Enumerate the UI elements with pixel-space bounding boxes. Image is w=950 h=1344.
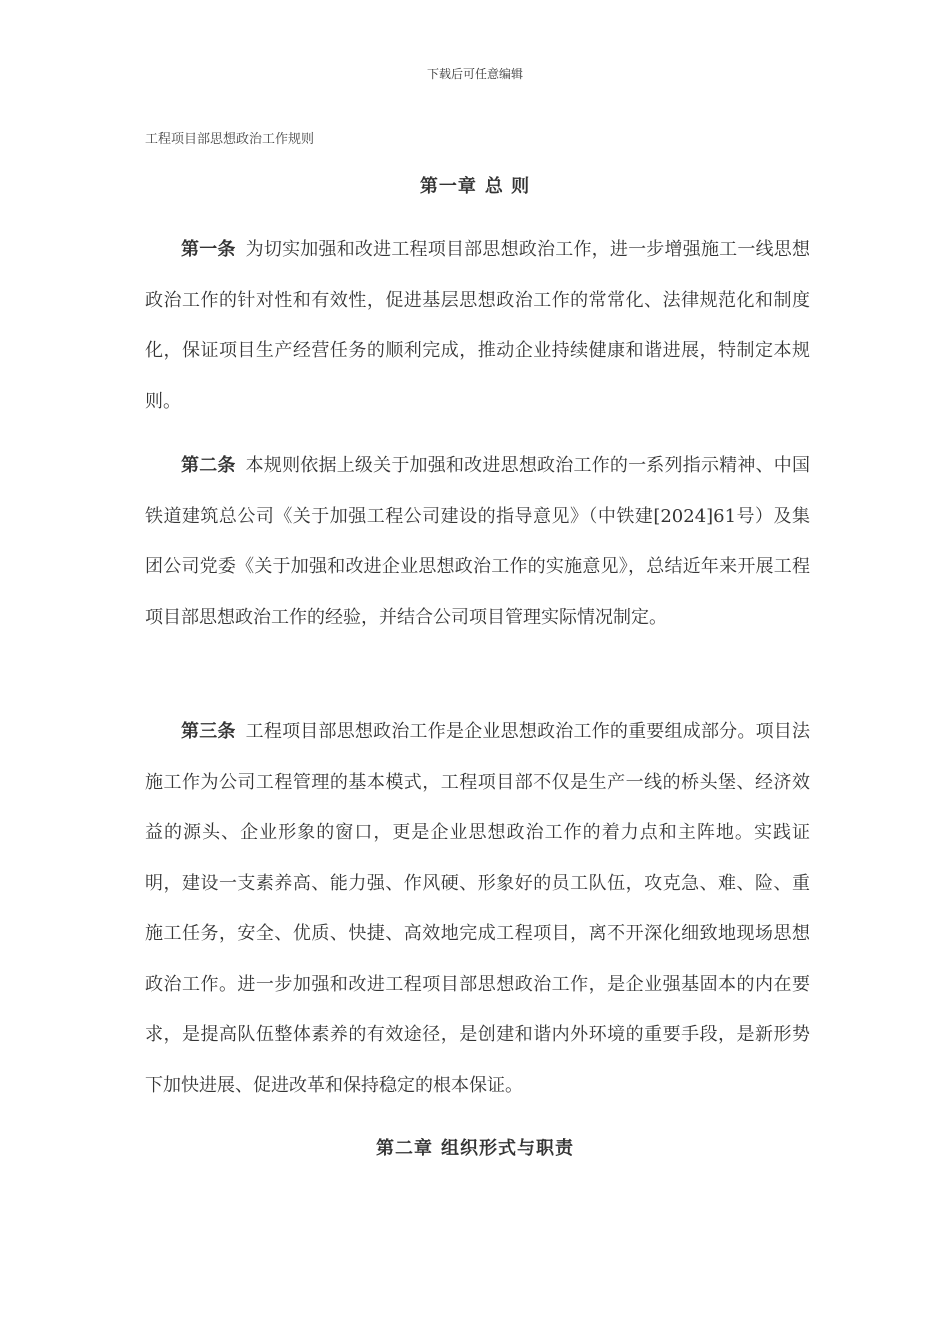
chapter-title: 组织形式与职责 (441, 1138, 574, 1159)
chapter-title: 总 则 (484, 176, 531, 197)
article-2 (145, 441, 810, 643)
chapter-heading-2 (0, 1134, 950, 1160)
chapter-heading-1 (0, 172, 950, 198)
article-1 (145, 225, 810, 427)
chapter-number: 第一章 (419, 176, 477, 197)
document-title: 工程项目部思想政治工作规则 (145, 132, 315, 147)
article-text: 工程项目部思想政治工作是企业思想政治工作的重要组成部分。项目法施工作为公司工程管理的基本模式，工程项目部不仅是生产一线的桥头堡、经济效益的源头、企业形象的窗口，更是企业思想政治工作的着力点和主阵地。实践证明，建设一支素养高、能力强、作风硬、形象好的员工队伍，攻克急、难、险、重施工任务，安全、优质、快捷、高效地完成工程项目，离不开深化细致地现场思想政治工作。进一步加强和改进工程项目部思想政治工作，是企业强基固本的内在要求，是提高队伍整体素养的有效途径，是创建和谐内外环境的重要手段，是新形势下加快进展、促进改革和保持稳定的根本保证。 (145, 721, 811, 1096)
article-text: 本规则依据上级关于加强和改进思想政治工作的一系列指示精神、中国铁道建筑总公司《关于加强工程公司建设的指导意见》（中铁建[2024]61号）及集团公司党委《关于加强和改进企业思想政治工作的实施意见》，总结近年来开展工程项目部思想政治工作的经验，并结合公司项目管理实际情况制定。 (145, 455, 811, 628)
article-label: 第三条 (181, 721, 236, 742)
chapter-number: 第二章 (376, 1138, 433, 1159)
article-3 (145, 707, 810, 1111)
article-label: 第二条 (181, 455, 236, 476)
article-label: 第一条 (181, 239, 236, 260)
article-text: 为切实加强和改进工程项目部思想政治工作，进一步增强施工一线思想政治工作的针对性和有效性，促进基层思想政治工作的常常化、法律规范化和制度化，保证项目生产经营任务的顺利完成，推动企业持续健康和谐进展，特制定本规则。 (145, 239, 811, 412)
page-header-note: 下载后可任意编辑 (426, 67, 523, 81)
